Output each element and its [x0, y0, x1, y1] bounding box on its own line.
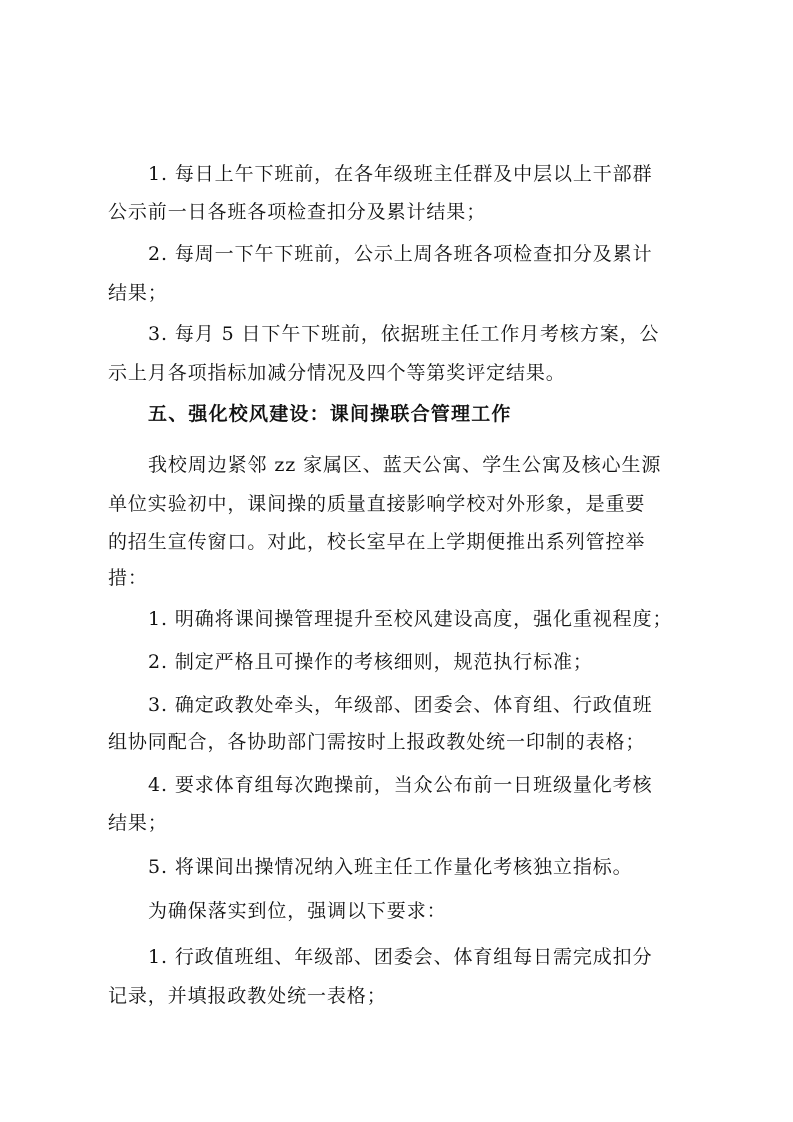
- section-heading: 五、强化校风建设：课间操联合管理工作: [148, 403, 512, 425]
- paragraph-line: 3. 每月 5 日下午下班前，依据班主任工作月考核方案，公: [148, 323, 660, 345]
- paragraph-line: 结果；: [108, 812, 168, 834]
- paragraph-line: 公示前一日各班各项检查扣分及累计结果；: [108, 201, 487, 223]
- paragraph-line: 2. 制定严格且可操作的考核细则，规范执行标准；: [148, 651, 593, 673]
- paragraph-line: 我校周边紧邻 zz 家属区、蓝天公寓、学生公寓及核心生源: [148, 454, 662, 476]
- paragraph-line: 2. 每周一下午下班前，公示上周各班各项检查扣分及累计: [148, 243, 653, 265]
- paragraph-line: 5. 将课间出操情况纳入班主任工作量化考核独立指标。: [148, 856, 633, 878]
- paragraph-line: 4. 要求体育组每次跑操前，当众公布前一日班级量化考核: [148, 774, 653, 796]
- paragraph-line: 1. 每日上午下班前，在各年级班主任群及中层以上干部群: [148, 163, 653, 185]
- paragraph-line: 1. 行政值班组、年级部、团委会、体育组每日需完成扣分: [148, 946, 653, 968]
- paragraph-line: 记录，并填报政教处统一表格；: [108, 985, 387, 1007]
- paragraph-line: 组协同配合，各协助部门需按时上报政教处统一印制的表格；: [108, 731, 646, 753]
- paragraph-line: 为确保落实到位，强调以下要求：: [148, 900, 447, 922]
- paragraph-line: 单位实验初中，课间操的质量直接影响学校对外形象，是重要: [108, 493, 646, 515]
- paragraph-line: 示上月各项指标加减分情况及四个等第奖评定结果。: [108, 362, 566, 384]
- paragraph-line: 措：: [108, 567, 148, 589]
- paragraph-line: 结果；: [108, 282, 168, 304]
- paragraph-line: 的招生宣传窗口。对此，校长室早在上学期便推出系列管控举: [108, 531, 646, 553]
- paragraph-line: 1. 明确将课间操管理提升至校风建设高度，强化重视程度；: [148, 608, 673, 630]
- paragraph-line: 3. 确定政教处牵头，年级部、团委会、体育组、行政值班: [148, 694, 653, 716]
